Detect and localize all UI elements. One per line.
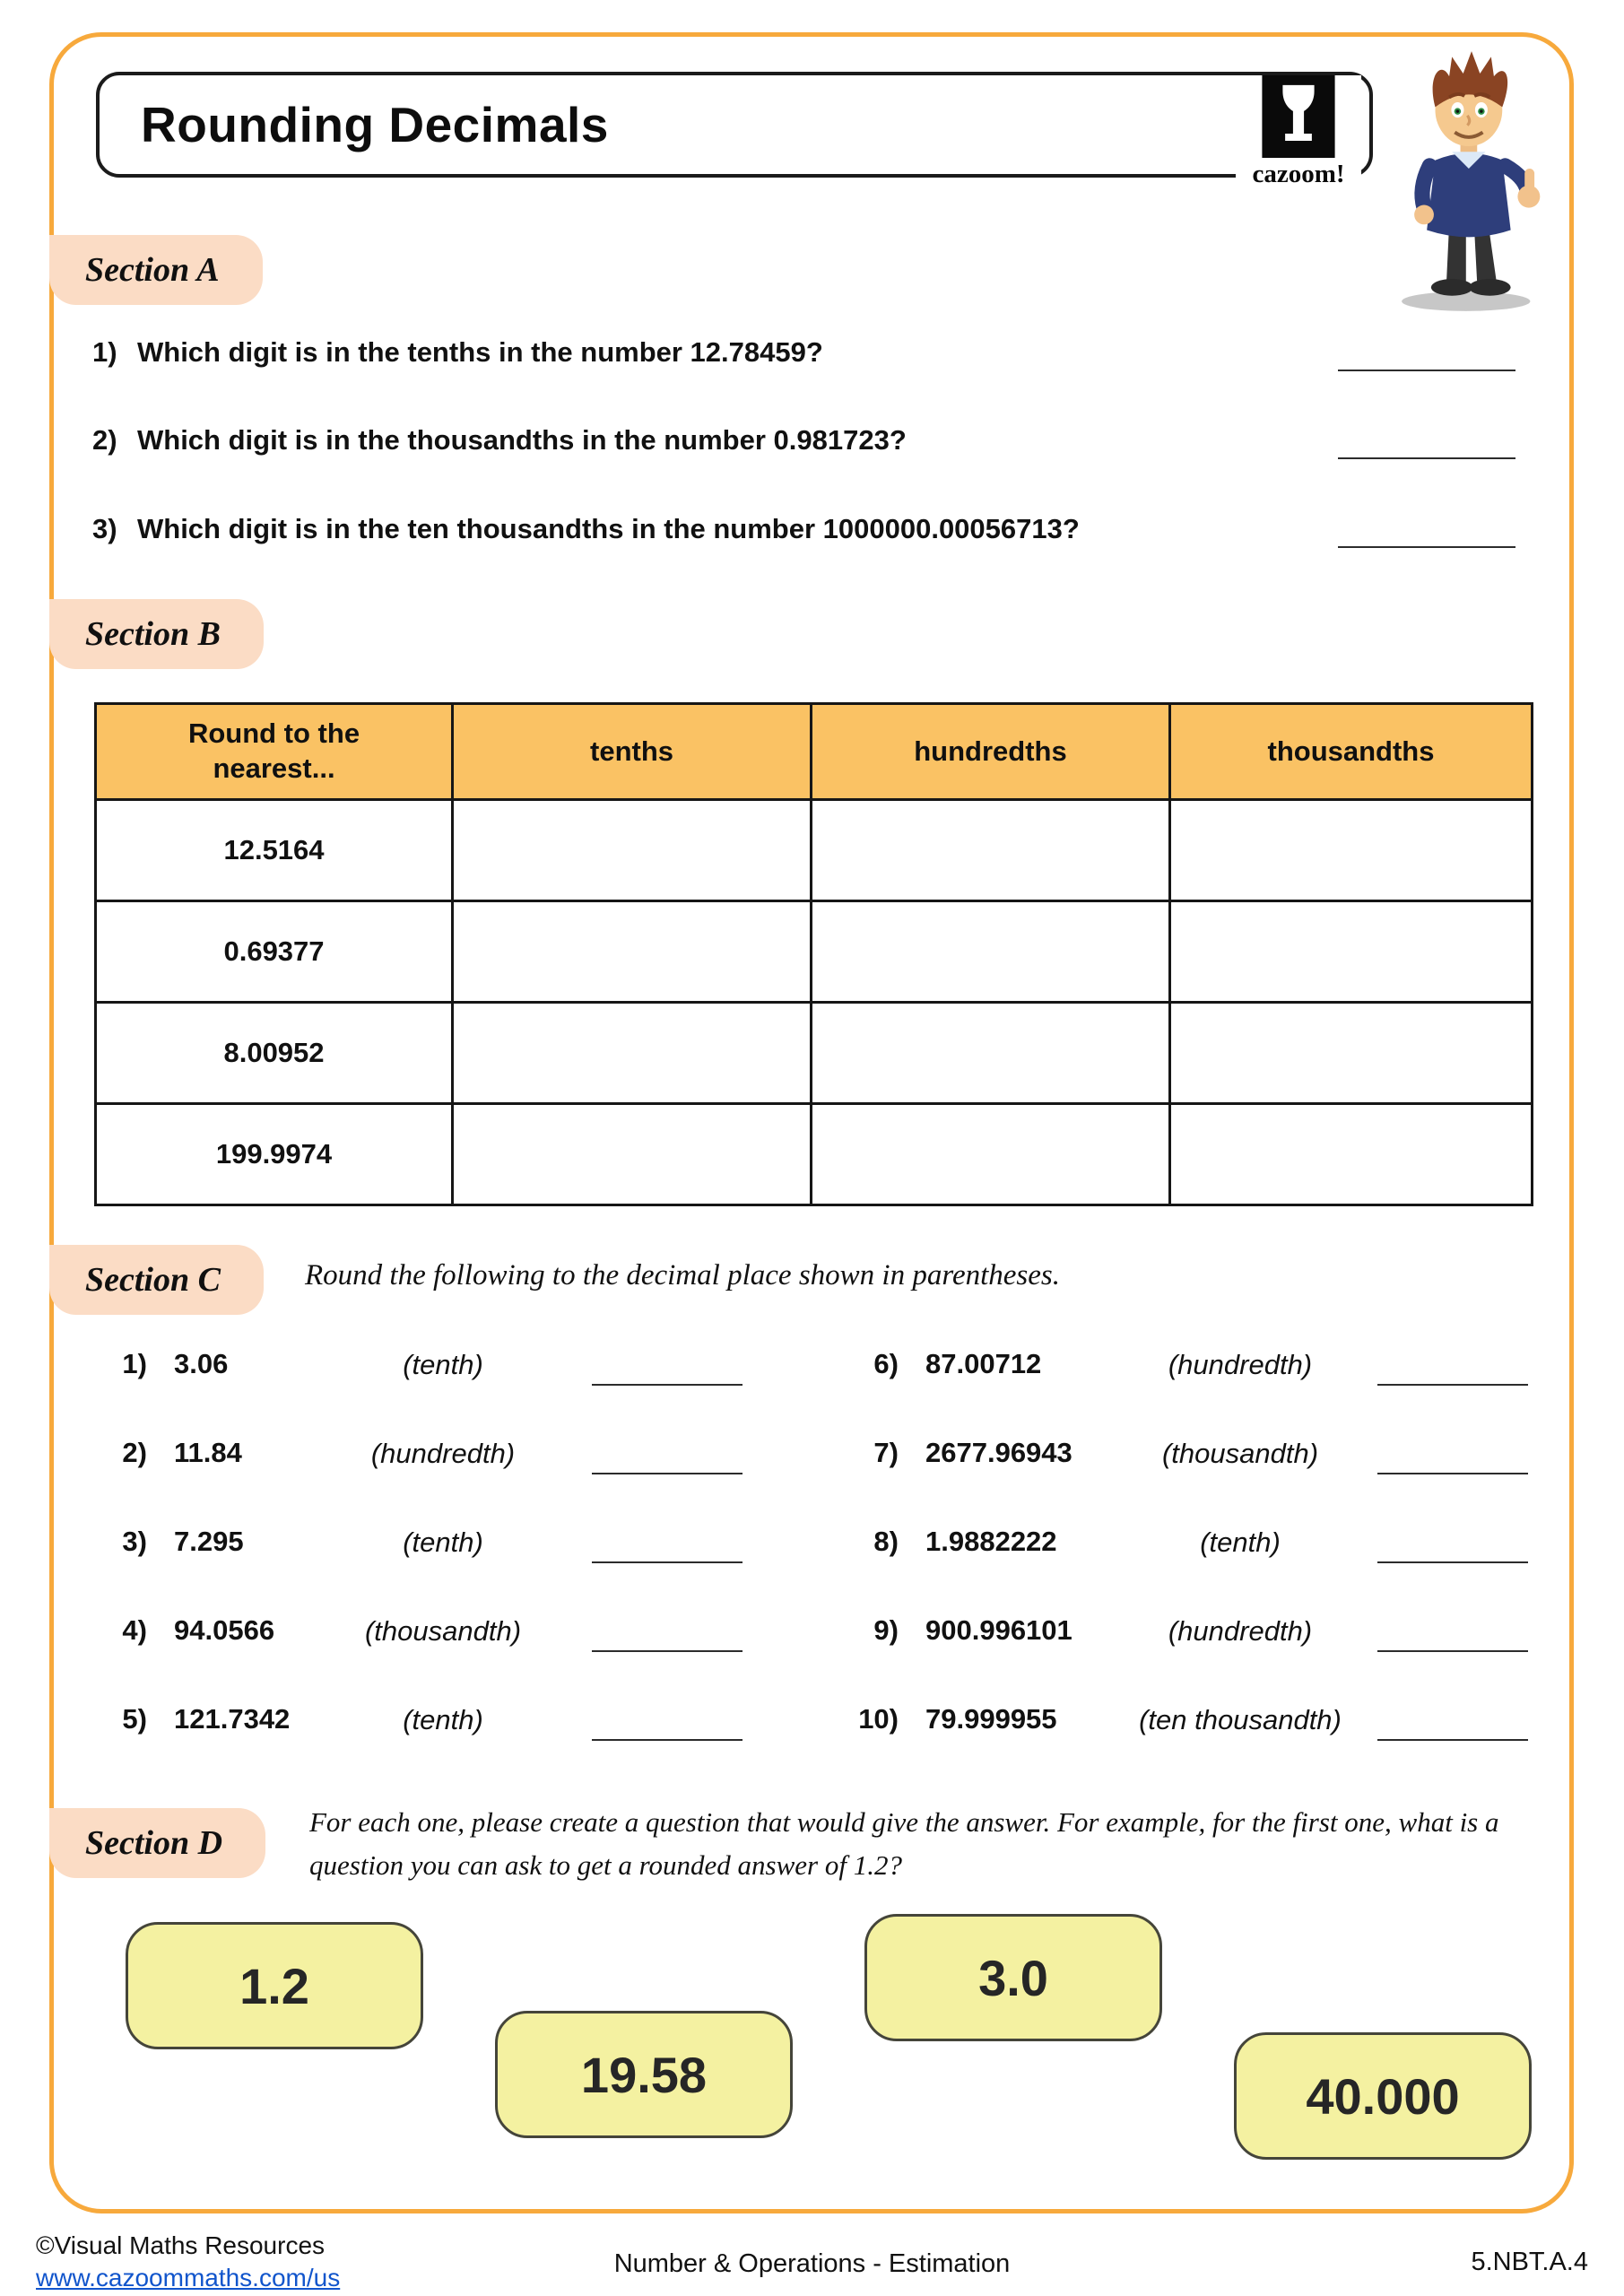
table-row-label: 0.69377 (96, 901, 453, 1003)
table-answer-cell[interactable] (453, 1003, 812, 1104)
table-answer-cell[interactable] (453, 1104, 812, 1205)
question-place: (tenth) (403, 1526, 483, 1558)
question-row (92, 424, 907, 457)
title-box (96, 72, 1373, 178)
question-place: (hundredth) (1168, 1349, 1313, 1380)
question-row (83, 1348, 764, 1393)
question-row (83, 1614, 764, 1659)
question-number: 3) (92, 513, 117, 544)
section-c-label-text: Section C (85, 1261, 221, 1299)
answer-card-value: 3.0 (978, 1949, 1048, 2006)
question-row (83, 1526, 764, 1570)
section-c-instruction: Round the following to the decimal place shown in parentheses. (305, 1259, 1060, 1292)
answer-blank-line[interactable] (592, 1473, 743, 1474)
question-place: (hundredth) (370, 1438, 516, 1469)
question-text: Which digit is in the ten thousandths in the number 1000000.00056713? (137, 513, 1080, 544)
question-row (83, 1703, 764, 1748)
section-b-label-text: Section B (85, 615, 221, 653)
question-number: 9) (873, 1614, 899, 1646)
cazoom-logo-icon (1262, 75, 1335, 158)
table-header-cell: hundredths (812, 704, 1170, 800)
question-number: 1) (122, 1348, 147, 1379)
answer-blank-line[interactable] (1377, 1739, 1528, 1741)
answer-blank-line[interactable] (1377, 1561, 1528, 1563)
question-row (92, 336, 823, 369)
answer-card-value: 1.2 (239, 1957, 309, 2014)
footer-copyright: ©Visual Maths Resources (36, 2231, 326, 2259)
question-value: 87.00712 (925, 1348, 1042, 1379)
answer-card (495, 2011, 793, 2138)
question-number: 10) (858, 1703, 899, 1735)
question-number: 4) (122, 1614, 147, 1646)
question-number: 2) (92, 424, 117, 456)
question-row (834, 1614, 1542, 1659)
question-place: (thousandth) (364, 1615, 522, 1647)
question-number: 5) (122, 1703, 147, 1735)
question-value: 3.06 (174, 1348, 229, 1379)
question-place: (thousandth) (1161, 1438, 1319, 1469)
question-number: 3) (122, 1526, 147, 1557)
cazoom-logo-text: cazoom! (1252, 160, 1345, 188)
table-header-cell: Round to the nearest... (96, 704, 453, 800)
question-number: 1) (92, 336, 117, 368)
question-number: 6) (873, 1348, 899, 1379)
question-row (834, 1348, 1542, 1393)
table-header-cell: tenths (453, 704, 812, 800)
answer-card (864, 1914, 1162, 2041)
question-value: 11.84 (174, 1437, 242, 1468)
table-answer-cell[interactable] (453, 800, 812, 901)
table-answer-cell[interactable] (812, 800, 1170, 901)
footer-link[interactable]: www.cazoommaths.com/us (36, 2264, 341, 2292)
question-place: (ten thousandth) (1139, 1704, 1342, 1735)
table-answer-cell[interactable] (1170, 1003, 1533, 1104)
question-text: Which digit is in the thousandths in the number 0.981723? (137, 424, 907, 456)
rounding-table (94, 702, 1533, 1206)
question-place: (tenth) (1200, 1526, 1281, 1558)
question-number: 7) (873, 1437, 899, 1468)
footer-category: Number & Operations - Estimation (613, 2249, 1011, 2278)
question-row (834, 1437, 1542, 1482)
question-place: (tenth) (403, 1704, 483, 1735)
question-value: 94.0566 (174, 1614, 275, 1646)
table-answer-cell[interactable] (812, 1003, 1170, 1104)
question-place: (hundredth) (1168, 1615, 1313, 1647)
table-answer-cell[interactable] (812, 901, 1170, 1003)
answer-card (1234, 2032, 1532, 2160)
question-value: 7.295 (174, 1526, 244, 1557)
table-row-label: 199.9974 (96, 1104, 453, 1205)
question-place: (tenth) (403, 1349, 483, 1380)
answer-blank-line[interactable] (592, 1739, 743, 1741)
question-text: Which digit is in the tenths in the number 12.78459? (137, 336, 823, 368)
answer-card (126, 1922, 423, 2049)
question-number: 8) (873, 1526, 899, 1557)
answer-blank-line[interactable] (592, 1561, 743, 1563)
question-row (92, 513, 1080, 545)
answer-blank-line[interactable] (1338, 457, 1515, 459)
section-a-label (49, 235, 263, 305)
answer-blank-line[interactable] (1338, 546, 1515, 548)
page-title: Rounding Decimals (141, 97, 609, 152)
section-d-instruction: For each one, please create a question that would give the answer. For example, for the first one, what is a question you can ask to get a rounded answer of 1.2? (309, 1806, 1499, 1882)
table-answer-cell[interactable] (1170, 901, 1533, 1003)
table-row-label: 12.5164 (96, 800, 453, 901)
question-number: 2) (122, 1437, 147, 1468)
section-d-label-text: Section D (85, 1824, 223, 1862)
section-c-label (49, 1245, 264, 1315)
answer-blank-line[interactable] (592, 1650, 743, 1652)
cazoom-logo (1236, 75, 1361, 208)
answer-card-value: 40.000 (1306, 2067, 1460, 2125)
question-value: 2677.96943 (925, 1437, 1073, 1468)
question-value: 79.999955 (925, 1703, 1057, 1735)
section-a-label-text: Section A (85, 251, 220, 289)
table-answer-cell[interactable] (1170, 800, 1533, 901)
answer-blank-line[interactable] (1377, 1384, 1528, 1386)
table-answer-cell[interactable] (1170, 1104, 1533, 1205)
question-row (834, 1526, 1542, 1570)
table-answer-cell[interactable] (453, 901, 812, 1003)
answer-blank-line[interactable] (1377, 1473, 1528, 1474)
answer-blank-line[interactable] (592, 1384, 743, 1386)
answer-card-value: 19.58 (580, 2046, 708, 2103)
question-row (834, 1703, 1542, 1748)
answer-blank-line[interactable] (1338, 370, 1515, 371)
section-d-label (49, 1808, 265, 1878)
section-b-label (49, 599, 264, 669)
answer-blank-line[interactable] (1377, 1650, 1528, 1652)
table-row-label: 8.00952 (96, 1003, 453, 1104)
table-answer-cell[interactable] (812, 1104, 1170, 1205)
table-header-cell: thousandths (1170, 704, 1533, 800)
question-value: 121.7342 (174, 1703, 291, 1735)
mascot-boy-illustration (1385, 48, 1558, 314)
question-row (83, 1437, 764, 1482)
footer-standard-code: 5.NBT.A.4 (1471, 2248, 1588, 2276)
question-value: 1.9882222 (925, 1526, 1057, 1557)
question-value: 900.996101 (925, 1614, 1073, 1646)
